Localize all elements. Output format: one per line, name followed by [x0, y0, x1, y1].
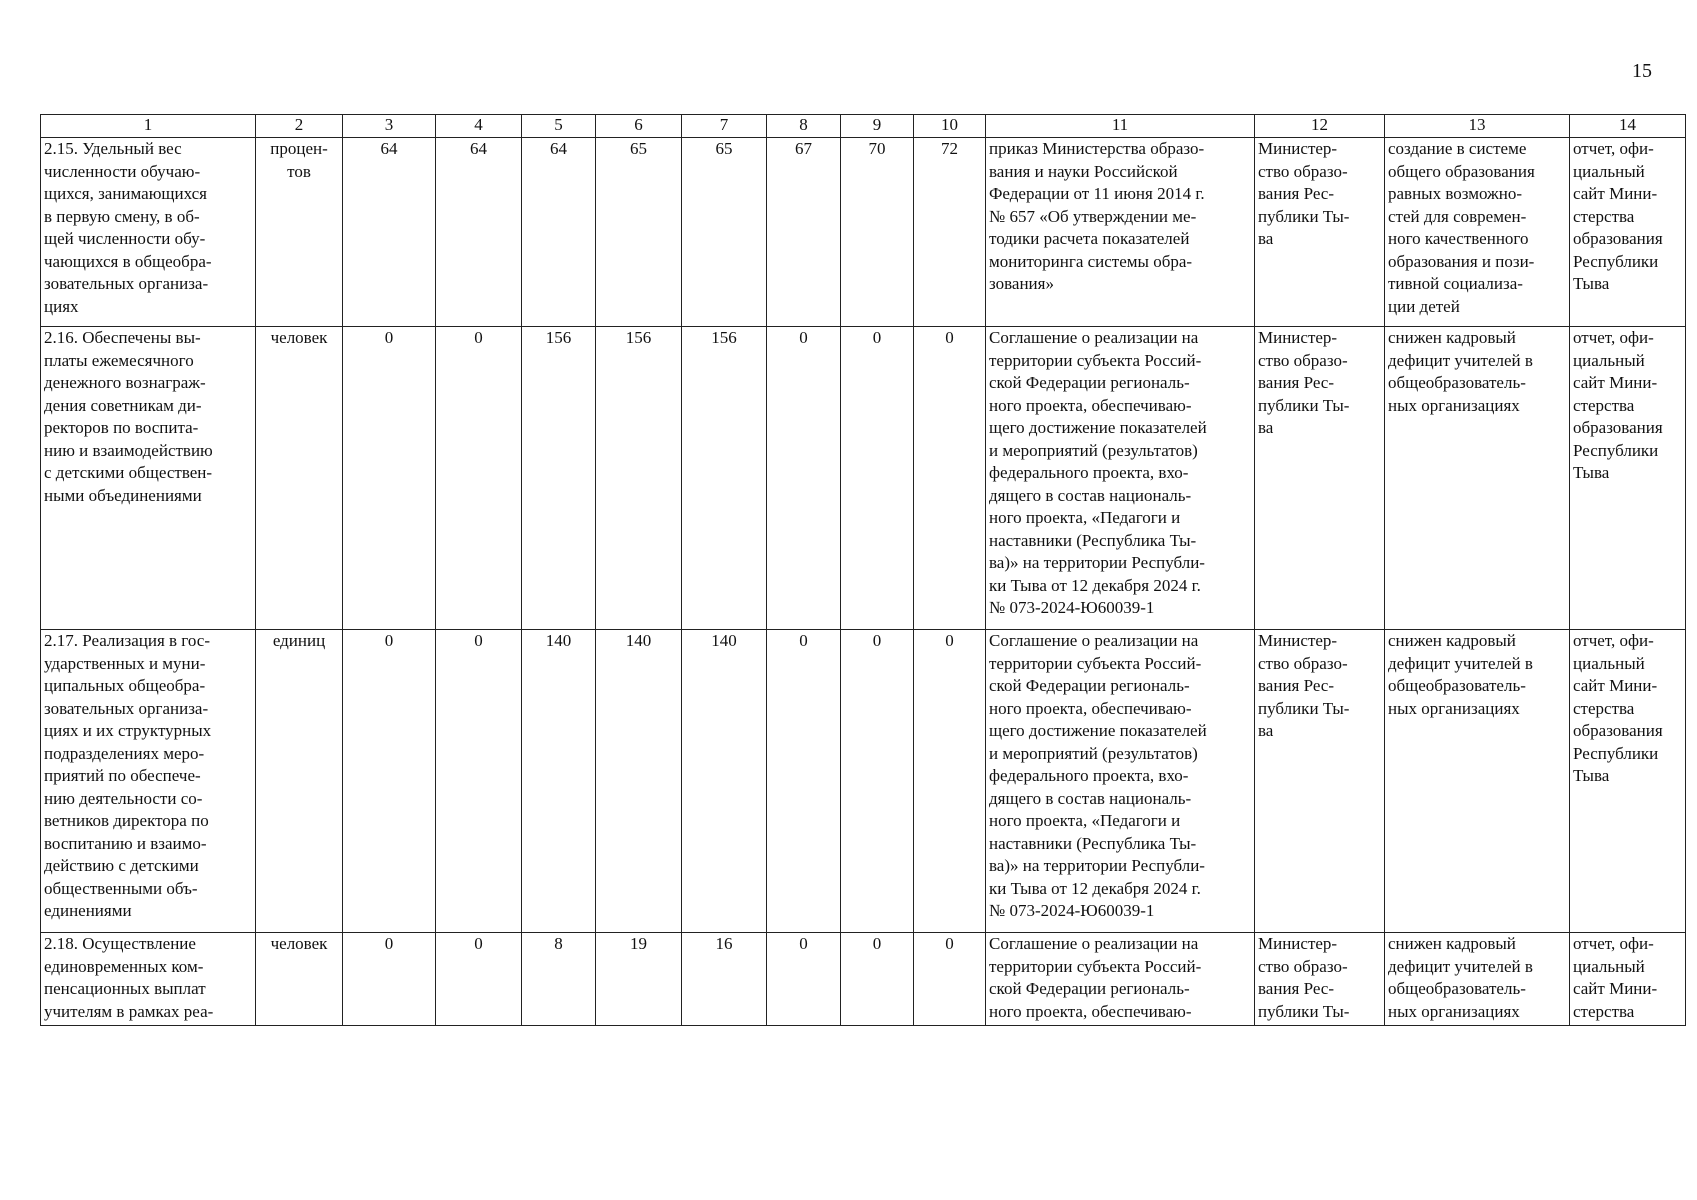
responsible-cell: Министер- ство образо- вания Рес- публики Ты-: [1255, 933, 1385, 1026]
value-cell: 0: [343, 933, 436, 1026]
value-cell: 0: [436, 933, 522, 1026]
column-number-5: 5: [522, 115, 596, 138]
value-cell: 0: [767, 933, 841, 1026]
result-cell: снижен кадровый дефицит учителей в общеобразователь- ных организациях: [1385, 327, 1570, 630]
value-cell: 64: [436, 138, 522, 327]
value-cell: 0: [436, 327, 522, 630]
table-row: [41, 933, 1686, 1026]
value-cell: 0: [436, 630, 522, 933]
page-number: 15: [1632, 60, 1652, 82]
value-cell: 156: [682, 327, 767, 630]
responsible-cell: Министер- ство образо- вания Рес- публики Ты- ва: [1255, 138, 1385, 327]
column-number-12: 12: [1255, 115, 1385, 138]
result-cell: снижен кадровый дефицит учителей в общеобразователь- ных организациях: [1385, 630, 1570, 933]
basis-cell: приказ Министерства образо- вания и науки Российской Федерации от 11 июня 2014 г. № 657 «Об утверждении ме- тодики расчета показателей мониторинга системы обра- зования»: [986, 138, 1255, 327]
value-cell: 16: [682, 933, 767, 1026]
value-cell: 156: [596, 327, 682, 630]
unit-cell: единиц: [256, 630, 343, 933]
unit-cell: человек: [256, 933, 343, 1026]
indicator-cell: 2.15. Удельный вес численности обучаю- щихся, занимающихся в первую смену, в об- щей численности обу- чающихся в общеобра- зовательных организа- циях: [41, 138, 256, 327]
source-cell: отчет, офи- циальный сайт Мини- стерства образования Республики Тыва: [1570, 327, 1686, 630]
column-number-1: 1: [41, 115, 256, 138]
column-number-13: 13: [1385, 115, 1570, 138]
indicator-cell: 2.18. Осуществление единовременных ком- пенсационных выплат учителям в рамках реа-: [41, 933, 256, 1026]
value-cell: 65: [596, 138, 682, 327]
responsible-cell: Министер- ство образо- вания Рес- публики Ты- ва: [1255, 630, 1385, 933]
value-cell: 19: [596, 933, 682, 1026]
value-cell: 140: [522, 630, 596, 933]
value-cell: 0: [343, 630, 436, 933]
value-cell: 64: [343, 138, 436, 327]
value-cell: 0: [841, 933, 914, 1026]
value-cell: 0: [914, 933, 986, 1026]
unit-cell: процен- тов: [256, 138, 343, 327]
basis-cell: Соглашение о реализации на территории субъекта Россий- ской Федерации региональ- ного проекта, обеспечиваю- щего достижение показателей и мероприятий (результатов) федерального проекта, вхо- дящего в состав националь- ного проекта, «Педагоги и наставники (Республика Ты- ва)» на территории Республи- ки Тыва от 12 декабря 2024 г. № 073-2024-Ю60039-1: [986, 327, 1255, 630]
column-number-9: 9: [841, 115, 914, 138]
table-row: [41, 630, 1686, 933]
value-cell: 0: [343, 327, 436, 630]
source-cell: отчет, офи- циальный сайт Мини- стерства образования Республики Тыва: [1570, 138, 1686, 327]
column-number-3: 3: [343, 115, 436, 138]
value-cell: 0: [914, 630, 986, 933]
responsible-cell: Министер- ство образо- вания Рес- публики Ты- ва: [1255, 327, 1385, 630]
unit-cell: человек: [256, 327, 343, 630]
column-number-4: 4: [436, 115, 522, 138]
value-cell: 0: [841, 327, 914, 630]
column-number-8: 8: [767, 115, 841, 138]
value-cell: 8: [522, 933, 596, 1026]
column-number-2: 2: [256, 115, 343, 138]
basis-cell: Соглашение о реализации на территории субъекта Россий- ской Федерации региональ- ного проекта, обеспечиваю- щего достижение показателей и мероприятий (результатов) федерального проекта, вхо- дящего в состав националь- ного проекта, «Педагоги и наставники (Республика Ты- ва)» на территории Республи- ки Тыва от 12 декабря 2024 г. № 073-2024-Ю60039-1: [986, 630, 1255, 933]
indicator-cell: 2.16. Обеспечены вы- платы ежемесячного денежного вознаграж- дения советникам ди- ректоров по воспита- нию и взаимодействию с детскими обществен- ными объединениями: [41, 327, 256, 630]
value-cell: 0: [767, 630, 841, 933]
source-cell: отчет, офи- циальный сайт Мини- стерства: [1570, 933, 1686, 1026]
column-number-11: 11: [986, 115, 1255, 138]
column-number-10: 10: [914, 115, 986, 138]
value-cell: 156: [522, 327, 596, 630]
value-cell: 0: [914, 327, 986, 630]
value-cell: 0: [841, 630, 914, 933]
column-number-6: 6: [596, 115, 682, 138]
result-cell: снижен кадровый дефицит учителей в общеобразователь- ных организациях: [1385, 933, 1570, 1026]
value-cell: 0: [767, 327, 841, 630]
column-number-7: 7: [682, 115, 767, 138]
value-cell: 64: [522, 138, 596, 327]
indicators-table: [40, 114, 1686, 1026]
value-cell: 140: [596, 630, 682, 933]
value-cell: 72: [914, 138, 986, 327]
source-cell: отчет, офи- циальный сайт Мини- стерства образования Республики Тыва: [1570, 630, 1686, 933]
indicator-cell: 2.17. Реализация в гос- ударственных и муни- ципальных общеобра- зовательных организа- циях и их структурных подразделениях меро- приятий по обеспече- нию деятельности со- ветников директора по воспитанию и взаимо- действию с детскими общественными объ- единениями: [41, 630, 256, 933]
column-number-14: 14: [1570, 115, 1686, 138]
value-cell: 70: [841, 138, 914, 327]
value-cell: 67: [767, 138, 841, 327]
table-row: [41, 327, 1686, 630]
value-cell: 65: [682, 138, 767, 327]
result-cell: создание в системе общего образования равных возможно- стей для современ- ного качественного образования и пози- тивной социализа- ции детей: [1385, 138, 1570, 327]
basis-cell: Соглашение о реализации на территории субъекта Россий- ской Федерации региональ- ного проекта, обеспечиваю-: [986, 933, 1255, 1026]
table-header-row: [41, 115, 1686, 138]
table-row: [41, 138, 1686, 327]
value-cell: 140: [682, 630, 767, 933]
